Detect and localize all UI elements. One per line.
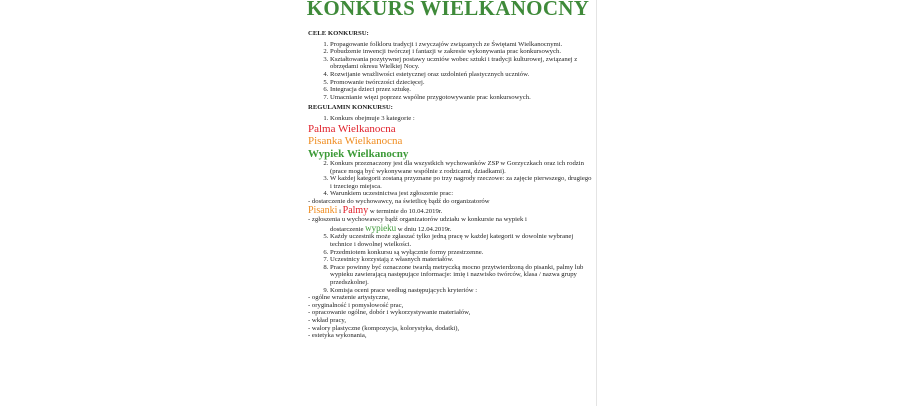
termin-1: w terminie do 10.04.2019r.: [368, 207, 443, 215]
list-item: 1. Propagowanie folkloru tradycji i zwyczajów związanych ze Świętami Wielkanocnymi.: [330, 41, 593, 49]
list-item: 1. Konkurs obejmuje 3 kategorie :: [330, 115, 593, 123]
category-palma: Palma Wielkanocna: [308, 122, 396, 135]
list-item: 5. Każdy uczestnik może zgłaszać tylko jedną pracę w każdej kategorii w dowolnie wybranej technice i dowolnej wielkości.: [330, 233, 593, 248]
line-wypieku: [308, 222, 593, 234]
word-wypieku: wypieku: [365, 222, 397, 233]
regulamin-heading: REGULAMIN KONKURSU:: [308, 104, 393, 112]
regulamin-list-2: [308, 160, 593, 198]
termin-2: w dniu 12.04.2019r.: [396, 225, 452, 233]
list-item: 4. Rozwijanie wrażliwości estetycznej oraz uzdolnień plastycznych uczniów.: [330, 71, 593, 79]
criteria-item: - opracowanie ogólne, dobór i wykorzystywanie materiałów,: [308, 309, 471, 317]
word-palmy: Palmy: [342, 204, 369, 216]
list-item: 6. Integracja dzieci przez sztukę.: [330, 86, 593, 94]
list-item: 4. Warunkiem uczestnictwa jest zgłoszenie prac:: [330, 190, 593, 198]
list-item: 7. Umacnianie więzi poprzez wspólne przygotowywanie prac konkursowych.: [330, 94, 593, 102]
document-page: [300, 0, 596, 406]
word-i: i: [337, 207, 343, 215]
list-item: 5. Promowanie twórczości dziecięcej.: [330, 79, 593, 87]
regulamin-list-3: [308, 233, 593, 294]
category-pisanka: Pisanka Wielkanocna: [308, 135, 403, 148]
line-zgloszenia: - zgłoszenia u wychowawcy bądź organizatorów udziału w konkursie na wypiek i: [308, 216, 527, 224]
criteria-item: - oryginalność i pomysłowość prac,: [308, 301, 404, 309]
criteria-item: - ogólne wrażenie artystyczne,: [308, 294, 390, 302]
word-pisanki: Pisanki: [308, 204, 338, 216]
category-wypiek: Wypiek Wielkanocny: [308, 147, 409, 160]
list-item: 2. Pobudzenie inwencji twórczej i fantazji w zakresie wykonywania prac konkursowych.: [330, 48, 593, 56]
criteria-item: - walory plastyczne (kompozycja, kolorystyka, dodatki),: [308, 324, 460, 332]
list-item: 8. Prace powinny być oznaczone twardą metryczką mocno przytwierdzoną do pisanki, palmy lub wypieku zawierającą następujące informacje: imię i nazwisko twórców, klasa / nazwa grupy przedszkolnej.: [330, 264, 593, 287]
criteria-item: - wkład pracy,: [308, 316, 347, 324]
criteria-item: - estetyka wykonania,: [308, 332, 367, 340]
line-dostarczenie: - dostarczenie do wychowawcy, na świetlicę bądź do organizatorów: [308, 198, 490, 205]
regulamin-list-1: [308, 115, 593, 123]
document-title: KONKURS WIELKANOCNY: [306, 0, 590, 20]
list-item: 6. Przedmiotem konkursu są wyłącznie formy przestrzenne.: [330, 249, 593, 257]
word-dostarczenie: dostarczenie: [330, 225, 366, 233]
list-item: 9. Komisja oceni prace według następujących kryteriów :: [330, 287, 593, 295]
list-item: 3. W każdej kategorii zostaną przyznane po trzy nagrody rzeczowe: za zajęcie pierwszego, drugiego i trzeciego miejsca.: [330, 175, 593, 190]
list-item: 7. Uczestnicy korzystają z własnych materiałów.: [330, 256, 593, 264]
document-content: [308, 28, 593, 340]
page-edge-divider: [596, 0, 597, 406]
cele-heading: CELE KONKURSU:: [308, 30, 369, 37]
list-item: 2. Konkurs przeznaczony jest dla wszystkich wychowanków ZSP w Gorzyczkach oraz ich rodzin (prace mogą być wykonywane wspólnie z rodzicami, dziadkami).: [330, 160, 593, 175]
list-item: 3. Kształtowania pozytywnej postawy uczniów wobec sztuki i tradycji kulturowej, związanej z obrzędami okresu Wielkiej Nocy.: [330, 56, 593, 71]
cele-list: [308, 41, 593, 102]
line-pisanki-palmy: [308, 204, 593, 216]
